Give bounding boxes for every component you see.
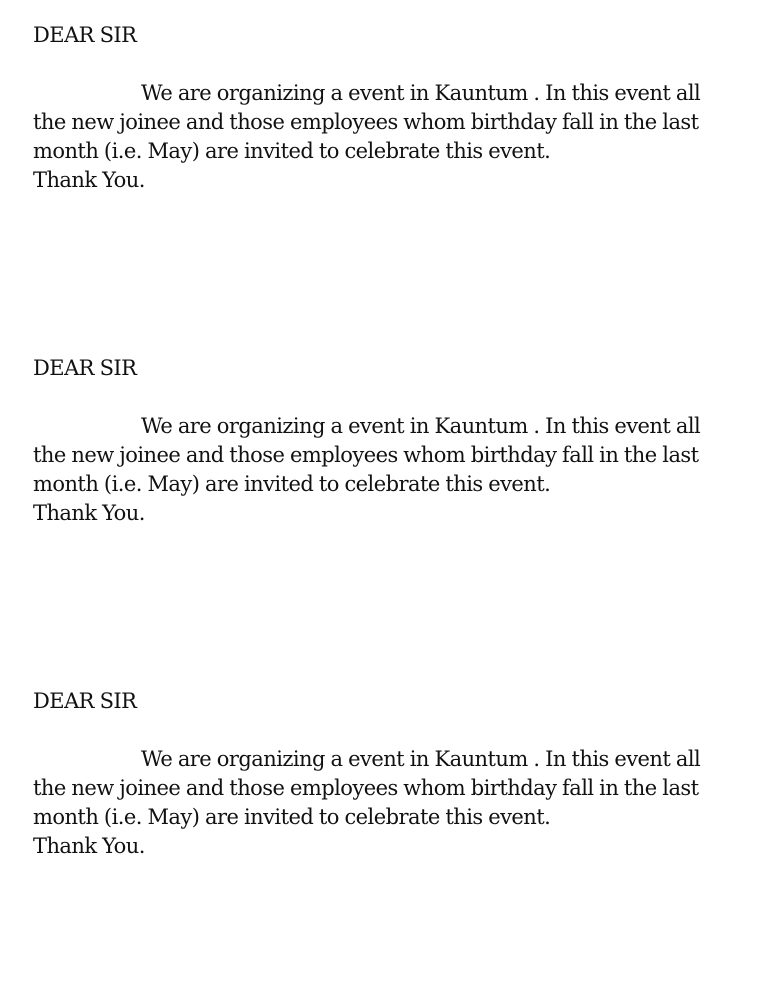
letter-closing: Thank You. <box>33 834 145 858</box>
letter-closing: Thank You. <box>33 168 145 192</box>
letter-salutation: DEAR SIR <box>33 689 137 713</box>
paragraph-spacer <box>33 716 733 745</box>
letter-block <box>33 21 733 195</box>
letter-block <box>33 354 733 528</box>
letter-body: We are organizing a event in Kauntum . In this event all the new joinee and those employees whom birthday fall in the last month (i.e. May) are invited to celebrate this event. <box>33 81 701 163</box>
letter-block <box>33 687 733 861</box>
letter-body: We are organizing a event in Kauntum . In this event all the new joinee and those employees whom birthday fall in the last month (i.e. May) are invited to celebrate this event. <box>33 414 701 496</box>
letter-salutation: DEAR SIR <box>33 23 137 47</box>
letter-salutation: DEAR SIR <box>33 356 137 380</box>
paragraph-spacer <box>33 383 733 412</box>
letter-closing: Thank You. <box>33 501 145 525</box>
paragraph-spacer <box>33 50 733 79</box>
letter-body: We are organizing a event in Kauntum . In this event all the new joinee and those employees whom birthday fall in the last month (i.e. May) are invited to celebrate this event. <box>33 747 701 829</box>
